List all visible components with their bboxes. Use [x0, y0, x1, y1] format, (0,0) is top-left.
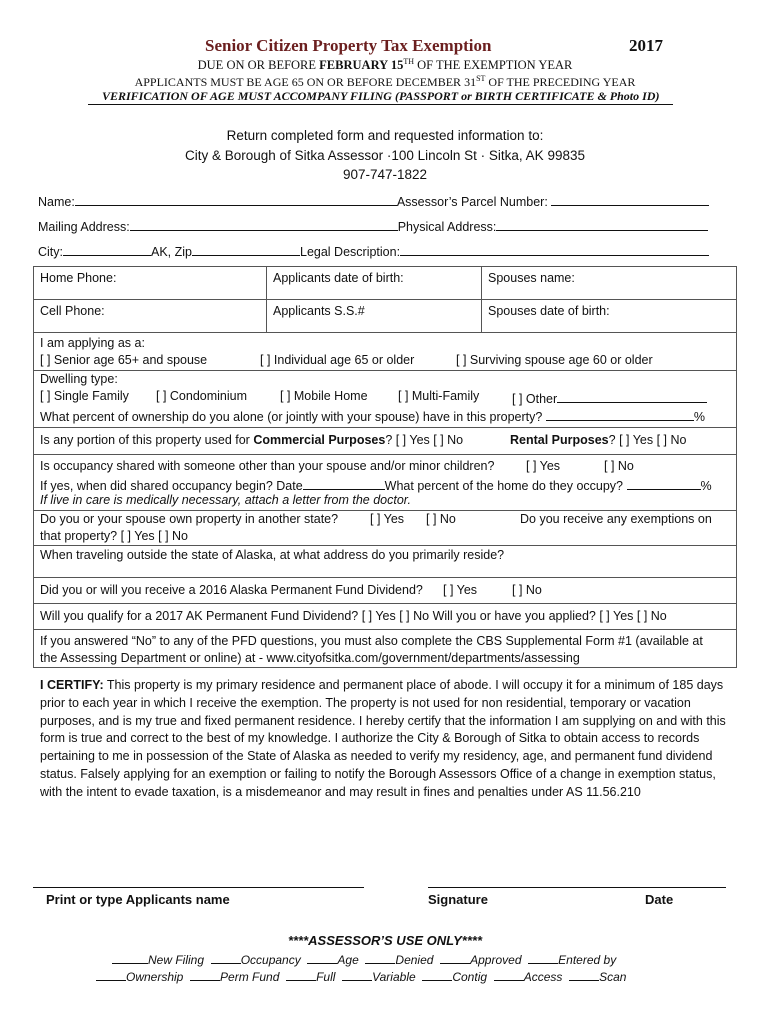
row-divider: [33, 545, 737, 546]
return-instruction: Return completed form and requested information to:: [226, 128, 544, 143]
that-property-row[interactable]: that property? [ ] Yes [ ] No: [40, 529, 189, 543]
row-divider: [33, 299, 737, 300]
name-label: Name:: [38, 195, 75, 209]
assessor-use-title: ****ASSESSOR’S USE ONLY****: [287, 933, 483, 948]
spouse-dob-label: Spouses date of birth:: [488, 304, 610, 318]
option-surviving-checkbox[interactable]: [ ] Surviving spouse age 60 or older: [456, 353, 653, 367]
dwelling-condo-checkbox[interactable]: [ ] Condominium: [156, 389, 248, 403]
care-note: If live in care is medically necessary, attach a letter from the doctor.: [40, 493, 411, 507]
home-pct-field[interactable]: [627, 476, 701, 490]
physical-field[interactable]: [496, 217, 708, 231]
form-year: 2017: [629, 36, 663, 55]
parcel-label: Assessor’s Parcel Number:: [396, 195, 548, 209]
header-divider: [88, 104, 673, 105]
pfd2016-question: Did you or will you receive a 2016 Alaska Permanent Fund Dividend?: [40, 583, 423, 597]
parcel-field[interactable]: [551, 192, 709, 206]
exemptions-question: Do you receive any exemptions on: [520, 512, 712, 526]
verification-line: VERIFICATION OF AGE MUST ACCOMPANY FILING (PASSPORT or BIRTH CERTIFICATE & Photo ID): [102, 89, 660, 103]
city-row: [38, 242, 709, 259]
col-divider: [481, 266, 482, 332]
address-row: [38, 217, 708, 234]
dwelling-multi-checkbox[interactable]: [ ] Multi-Family: [398, 389, 480, 403]
name-field[interactable]: [75, 192, 397, 206]
zip-field[interactable]: [192, 242, 300, 256]
assessor-address: City & Borough of Sitka Assessor ·100 Lincoln St · Sitka, AK 99835: [185, 148, 585, 163]
row-divider: [33, 427, 737, 428]
applying-as-label: I am applying as a:: [40, 336, 145, 350]
ownership-field[interactable]: [546, 407, 694, 421]
signature-label: Signature: [428, 892, 488, 907]
due-date-line: DUE ON OR BEFORE FEBRUARY 15TH OF THE EXEMPTION YEAR: [197, 57, 573, 73]
row-divider: [33, 577, 737, 578]
occupancy-question: Is occupancy shared with someone other than your spouse and/or minor children?: [40, 459, 495, 473]
spouse-name-label: Spouses name:: [488, 271, 575, 285]
certify-label: I CERTIFY:: [40, 678, 104, 692]
dwelling-single-checkbox[interactable]: [ ] Single Family: [40, 389, 129, 403]
shared-date-field[interactable]: [303, 476, 385, 490]
home-phone-label: Home Phone:: [40, 271, 117, 285]
rental-question: Rental Purposes? [ ] Yes [ ] No: [510, 433, 687, 447]
row-divider: [33, 629, 737, 630]
assessor-phone: 907-747-1822: [342, 167, 428, 182]
row-divider: [33, 454, 737, 455]
traveling-question: When traveling outside the state of Alaska, at what address do you primarily reside?: [40, 548, 505, 562]
city-label: City:: [38, 245, 63, 259]
dwelling-other-checkbox[interactable]: [ ] Other: [512, 389, 707, 406]
age-requirement-line: APPLICANTS MUST BE AGE 65 ON OR BEFORE DECEMBER 31ST OF THE PRECEDING YEAR: [134, 74, 636, 89]
assessor-row-2: Ownership Perm Fund Full Variable Contig Access Scan: [96, 970, 626, 984]
pfd2017-question[interactable]: Will you qualify for a 2017 AK Permanent Fund Dividend? [ ] Yes [ ] No Will you or have you applied? [ ] Yes [ ] No: [40, 609, 667, 623]
cell-phone-label: Cell Phone:: [40, 304, 105, 318]
shared-begin-row: If yes, when did shared occupancy begin? Date What percent of the home do they occupy? %: [40, 476, 712, 493]
name-row: [38, 192, 709, 209]
row-divider: [33, 510, 737, 511]
option-individual-checkbox[interactable]: [ ] Individual age 65 or older: [260, 353, 415, 367]
commercial-question: Is any portion of this property used for Commercial Purposes? [ ] Yes [ ] No: [40, 433, 464, 447]
row-divider: [33, 332, 737, 333]
pfd2016-no-checkbox[interactable]: [ ] No: [512, 583, 542, 597]
certify-paragraph: I CERTIFY: This property is my primary residence and permanent place of abode. I will occupy it for a minimum of 185 days prior to each year in which I receive the exemption. The property is not used for non residential, temporary or vacation purposes, and is my true and fixed permanent residence. I hereby certify that the information I am supplying on and with this form is true and correct to the best of my knowledge. I authorize the City & Borough of Sitka to obtain access to records pertaining to me in possession of the State of Alaska as needed to verify my residency, age, and permanent fund dividend status. Falsely applying for an exemption or failing to notify the Borough Assessors Office of a change in exemption status, with the intent to evade taxation, is a misdemeanor and may result in fines and penalties under AS 11.56.210: [40, 678, 726, 799]
mailing-label: Mailing Address:: [38, 220, 130, 234]
occupancy-no-checkbox[interactable]: [ ] No: [604, 459, 634, 473]
other-state-question: Do you or your spouse own property in another state?: [40, 512, 339, 526]
dob-label: Applicants date of birth:: [273, 271, 404, 285]
form-title: Senior Citizen Property Tax Exemption: [205, 36, 492, 55]
ss-label: Applicants S.S.#: [273, 304, 365, 318]
legal-field[interactable]: [400, 242, 709, 256]
legal-label: Legal Description:: [300, 245, 401, 259]
physical-label: Physical Address:: [397, 220, 497, 234]
ak-zip-label: AK, Zip: [151, 245, 192, 259]
dwelling-mobile-checkbox[interactable]: [ ] Mobile Home: [280, 389, 368, 403]
date-label: Date: [645, 892, 674, 907]
other-state-yes-checkbox[interactable]: [ ] Yes: [370, 512, 405, 526]
city-field[interactable]: [63, 242, 151, 256]
pfd-note-line1: If you answered “No” to any of the PFD questions, you must also complete the CBS Supplemental Form #1 (available at: [40, 634, 703, 648]
applicant-name-line[interactable]: [33, 887, 364, 888]
row-divider: [33, 370, 737, 371]
row-divider: [33, 603, 737, 604]
other-state-no-checkbox[interactable]: [ ] No: [426, 512, 456, 526]
ownership-row: What percent of ownership do you alone (or jointly with your spouse) have in this property? %: [40, 407, 705, 424]
dwelling-type-label: Dwelling type:: [40, 372, 118, 386]
pfd-note-line2: the Assessing Department or online) at - www.cityofsitka.com/government/departments/assessing: [40, 651, 580, 665]
col-divider: [266, 266, 267, 332]
print-name-label: Print or type Applicants name: [46, 892, 230, 907]
option-senior-checkbox[interactable]: [ ] Senior age 65+ and spouse: [40, 353, 208, 367]
pfd2016-yes-checkbox[interactable]: [ ] Yes: [443, 583, 478, 597]
signature-line[interactable]: [428, 887, 726, 888]
occupancy-yes-checkbox[interactable]: [ ] Yes: [526, 459, 561, 473]
mailing-field[interactable]: [130, 217, 398, 231]
assessor-row-1: New Filing Occupancy Age Denied Approved Entered by: [112, 953, 616, 967]
